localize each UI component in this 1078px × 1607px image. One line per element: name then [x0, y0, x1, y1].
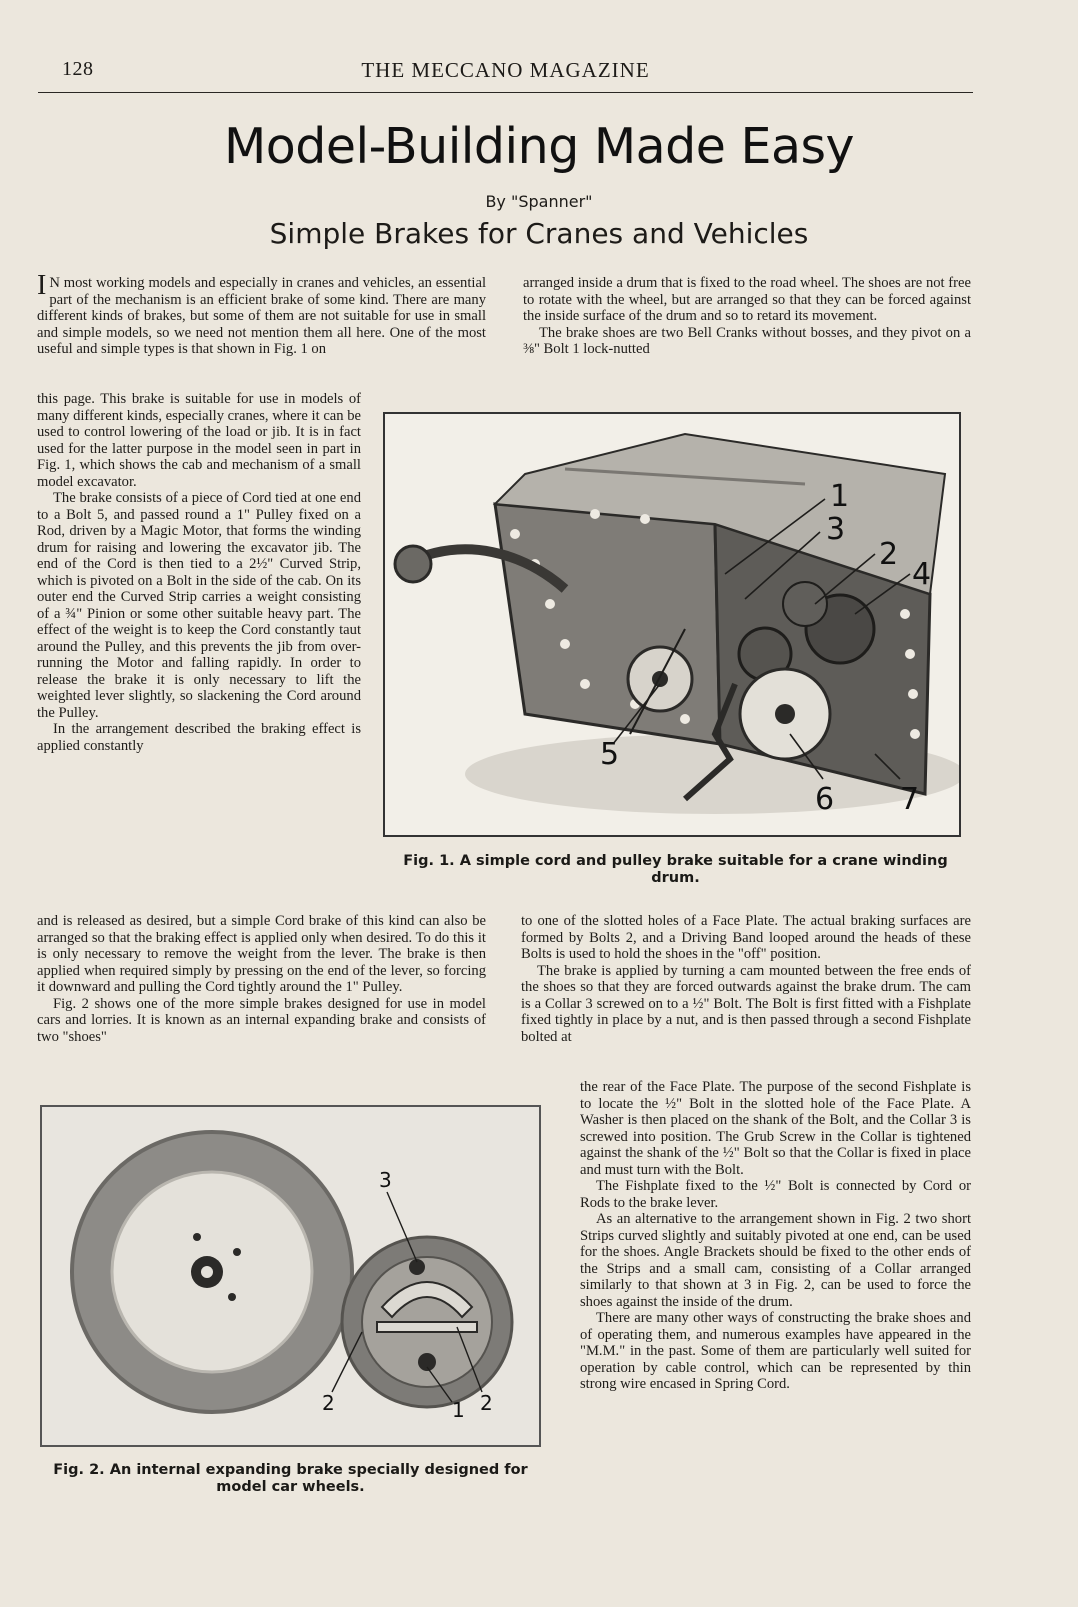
callout-label: 2: [480, 1391, 493, 1415]
paragraph: The brake is applied by turning a cam mounted between the free ends of the shoes so that they are forced outwards against the brake drum. The cam is a Collar 3 screwed on to a ½" Bolt. The Bolt is first fitted with a Fishplate fixed tightly in place by a nut, and is then passed through a second Fishplate bolted at: [521, 962, 971, 1045]
column1-top-text: [37, 270, 486, 358]
paragraph: the rear of the Face Plate. The purpose of the second Fishplate is to locate the ½" Bolt in the slotted hole of the Face Plate. A Washer is then placed on the shank of the Bolt, and the Collar 3 is screwed into position. The Grub Screw in the Collar is tightened against the shank of the ½" Bolt so that the Collar is fixed in place and must turn with the Bolt.: [580, 1079, 971, 1178]
magazine-title: THE MECCANO MAGAZINE: [361, 58, 650, 82]
column2-narrow-text: [580, 1079, 971, 1393]
paragraph: and is released as desired, but a simple Cord brake of this kind can also be arranged so that the braking effect is applied only when desired. To do this it is only necessary to remove the weight from the lever. The brake is then applied when required simply by pressing on the end of the lever, so forcing it downward and pulling the Cord tightly around the 1" Pulley.: [37, 913, 486, 995]
callout-label: 3: [826, 512, 846, 547]
column1-lower-text: [37, 913, 486, 1045]
callout-label: 2: [322, 1391, 335, 1415]
figure-1-photo: [383, 412, 961, 837]
paragraph: arranged inside a drum that is fixed to the road wheel. The shoes are not free to rotate with the wheel, but are arranged so that they can be forced against the inside surface of the drum and so to retard its movement.: [523, 275, 971, 324]
excavator-cab-illustration: [385, 414, 959, 835]
column1-narrow-text: [37, 391, 361, 754]
byline: By "Spanner": [485, 192, 593, 211]
figure-2-photo: [40, 1105, 541, 1447]
drop-cap: I: [37, 270, 47, 301]
paragraph: to one of the slotted holes of a Face Plate. The actual braking surfaces are formed by Bolts 2, and a Driving Band looped around the heads of these Bolts is used to hold the shoes in the "off" position.: [521, 913, 971, 962]
callout-label: 6: [815, 782, 835, 817]
header-rule: [38, 92, 973, 93]
paragraph: The brake shoes are two Bell Cranks without bosses, and they pivot on a ⅜" Bolt 1 lock-nutted: [523, 324, 971, 357]
expanding-brake-illustration: [42, 1107, 539, 1445]
callout-label: 1: [830, 479, 850, 514]
callout-label: 1: [452, 1398, 465, 1422]
article-subtitle: Simple Brakes for Cranes and Vehicles: [269, 217, 809, 250]
paragraph: The brake consists of a piece of Cord tied at one end to a Bolt 5, and passed round a 1" Pulley fixed on a Rod, driven by a Magic Motor, that forms the winding drum for raising and lowering the excavator jib. The end of the Cord is then tied to a 2½" Curved Strip, which is pivoted on a Bolt in the side of the cab. On its outer end the Curved Strip carries a weight consisting of a ¾" Pinion or some other suitable heavy part. The effect of the weight is to keep the Cord constantly taut around the Pulley, and this prevents the jib from over-running the Motor and falling rapidly. In order to release the brake it is only necessary to lift the weighted lever slightly, so slackening the Cord around the Pulley.: [37, 490, 361, 721]
paragraph: this page. This brake is suitable for use in models of many different kinds, especially cranes, where it can be used to control lowering of the load or jib. It is in fact used for the latter purpose in the model seen in part in Fig. 1, which shows the cab and mechanism of a small model excavator.: [37, 391, 361, 490]
figure-2-caption: Fig. 2. An internal expanding brake specially designed for model car wheels.: [53, 1462, 528, 1495]
callout-label: 7: [900, 782, 920, 817]
page-number: 128: [62, 58, 94, 80]
article-title: Model-Building Made Easy: [223, 118, 855, 175]
callout-label: 5: [600, 737, 620, 772]
callout-label: 3: [379, 1168, 392, 1192]
paragraph: Fig. 2 shows one of the more simple brakes designed for use in model cars and lorries. It is known as an internal expanding brake and consists of two "shoes": [37, 995, 486, 1045]
running-head: [38, 58, 973, 86]
figure-1-caption: Fig. 1. A simple cord and pulley brake suitable for a crane winding drum.: [403, 853, 948, 886]
paragraph: The Fishplate fixed to the ½" Bolt is connected by Cord or Rods to the brake lever.: [580, 1178, 971, 1211]
column2-mid-text: [521, 913, 971, 1045]
paragraph: [37, 270, 486, 358]
paragraph: As an alternative to the arrangement shown in Fig. 2 two short Strips curved slightly and suitably pivoted at one end, can be used for the shoes. Angle Brackets should be fixed to the other ends of the Strips and a small cam, consisting of a Collar arranged similarly to that shown at 3 in Fig. 2, can be used to force the shoes against the inside of the drum.: [580, 1211, 971, 1310]
paragraph-text: N most working models and especially in cranes and vehicles, an essential part of the mechanism is an efficient brake of some kind. There are many different kinds of brakes, but some of them are not suitable for use in small and simple models, so we need not mention them all here. One of the most useful and simple types is that shown in Fig. 1 on: [37, 275, 486, 357]
paragraph: In the arrangement described the braking effect is applied constantly: [37, 721, 361, 754]
callout-label: 2: [879, 537, 899, 572]
paragraph: There are many other ways of constructing the brake shoes and of operating them, and numerous examples have appeared in the "M.M." in the past. Some of them are particularly well suited for operation by cable control, which can be represented by thin strong wire encased in Spring Cord.: [580, 1310, 971, 1392]
callout-label: 4: [912, 557, 932, 592]
column2-top-text: [523, 275, 971, 358]
